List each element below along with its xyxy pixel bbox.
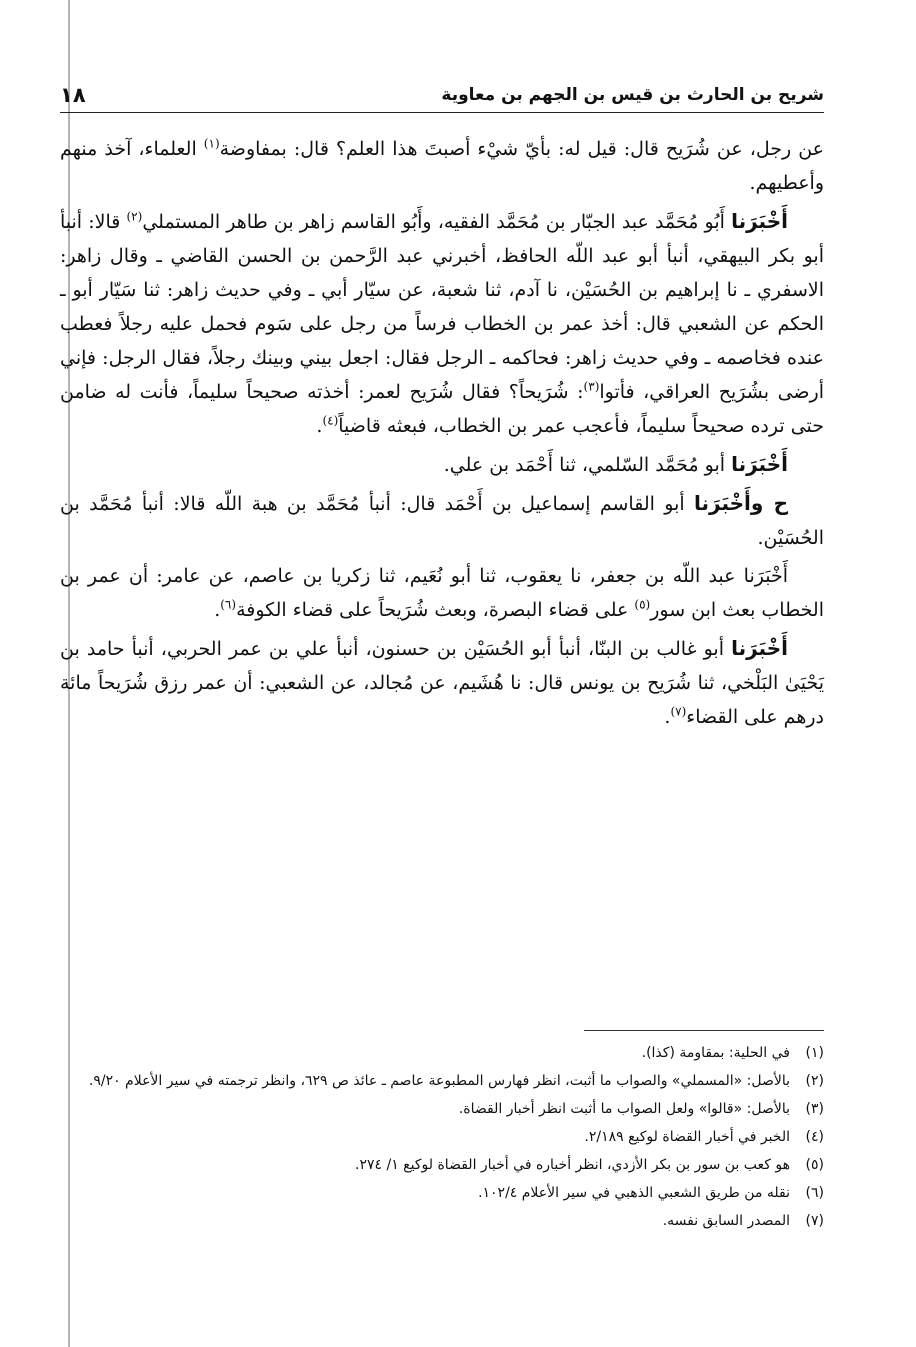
paragraph-text: .: [214, 599, 221, 621]
footnote-item: [60, 1180, 824, 1206]
footnote-number: (٤): [805, 1129, 824, 1145]
paragraph-text: قالا: أنبأ أبو بكر البيهقي، أنبأ أبو عبد اللّه الحافظ، أخبرني عبد الرَّحمن بن الحسن القاضي ـ وقال زاهر: الاسفري ـ نا إبراهيم بن الحُسَيْن، نا آدم، ثنا شعبة، عن سيّار أبي ـ وفي حديث زاهر: ثنا سَيّار أبو ـ الحكم عن الشعبي قال: أخذ عمر بن الخطاب فرساً من رجل على سَوم فحمل عليه رجلاً فعطب عنده فخاصمه ـ وفي حديث زاهر: فحاكمه ـ الرجل فقال: اجعل بيني وبينك رجلاً، فقال الرجل: فإني أرضى بشُرَيح العراقي، فأتوا: [60, 211, 824, 403]
footnote-ref-6[interactable]: (٦): [220, 597, 237, 612]
paragraph-6: [60, 631, 824, 734]
footnote-item: [60, 1152, 824, 1178]
footnote-ref-5[interactable]: (٥): [634, 597, 651, 612]
footnote-item: [60, 1124, 824, 1150]
header-title: شريح بن الحارث بن قيس بن الجهم بن معاوية: [441, 85, 824, 105]
paragraph-text: أبو مُحَمَّد السّلمي، ثنا أَحْمَد بن علي.: [443, 454, 732, 476]
footnote-item: [60, 1068, 824, 1094]
footnote-text: هو كعب بن سور بن بكر الأزدي، انظر أخباره في أخبار القضاة لوكيع ١/ ٢٧٤.: [355, 1157, 790, 1173]
footnote-text: نقله من طريق الشعبي الذهبي في سير الأعلام ١٠٢/٤.: [478, 1185, 790, 1201]
footnote-text: المصدر السابق نفسه.: [662, 1213, 790, 1229]
book-page: [60, 0, 824, 1347]
paragraph-5: [60, 559, 824, 627]
paragraph-text: أبو القاسم إسماعيل بن أَحْمَد قال: أنبأ مُحَمَّد بن هبة اللّه قالا: أنبأ مُحَمَّد بن الحُسَيْن.: [60, 493, 824, 549]
paragraph-text: أَبُو مُحَمَّد عبد الجبّار بن مُحَمَّد الفقيه، وأَبُو القاسم زاهر بن طاهر المستملي: [142, 211, 732, 233]
lead-word: أَخْبَرَنا: [731, 452, 788, 476]
paragraph-2: [60, 204, 824, 443]
paragraph-text: .: [316, 415, 323, 437]
footnote-ref-1[interactable]: (١): [203, 136, 220, 151]
footnote-ref-4[interactable]: (٤): [322, 413, 339, 428]
footnotes: [60, 1040, 824, 1236]
paragraph-1: [60, 132, 824, 200]
footnote-item: [60, 1208, 824, 1234]
running-header: [60, 78, 824, 113]
paragraph-text: .: [664, 706, 671, 728]
paragraph-text: أَخْبَرَنا عبد اللّه بن جعفر، نا يعقوب، ثنا أبو نُعَيم، ثنا زكريا بن عاصم، عن عامر: أن عمر بن الخطاب بعث ابن سور: [60, 565, 824, 621]
footnote-number: (١): [805, 1045, 824, 1061]
paragraph-text: أبو غالب بن البنّا، أنبأ أبو الحُسَيْن بن حسنون، أنبأ علي بن عمر الحربي، أنبأ حامد بن يَحْيَىٰ البَلْخي، ثنا شُرَيح بن يونس قال: نا هُشَيم، عن مُجالد، عن الشعبي: أن عمر رزق شُرَيحاً مائة درهم على القضاء: [60, 638, 824, 728]
footnote-item: [60, 1096, 824, 1122]
lead-word: أَخْبَرَنا: [731, 636, 788, 660]
footnote-ref-7[interactable]: (٧): [670, 704, 687, 719]
footnote-number: (٧): [805, 1213, 824, 1229]
footnote-text: بالأصل: «قالوا» ولعل الصواب ما أثبت انظر أخبار القضاة.: [458, 1101, 790, 1117]
lead-word: أَخْبَرَنا: [731, 209, 788, 233]
footnote-text: بالأصل: «المسملي» والصواب ما أثبت، انظر فهارس المطبوعة عاصم ـ عائذ ص ٦٢٩، وانظر ترجمته في سير الأعلام ٩/٢٠.: [88, 1073, 790, 1089]
footnote-text: في الحلية: بمقاومة (كذا).: [641, 1045, 790, 1061]
footnote-number: (٥): [805, 1157, 824, 1173]
paragraph-text: العلماء، آخذ منهم وأعطيهم.: [60, 138, 824, 194]
paragraph-text: : شُرَيحاً؟ فقال شُرَيح لعمر: أخذته صحيحاً سليماً، فأنت له ضامن حتى ترده صحيحاً سليماً، فأعجب عمر بن الخطاب، فبعثه قاضياً: [60, 381, 824, 437]
paragraph-4: [60, 486, 824, 555]
footnote-separator: [584, 1030, 824, 1031]
footnote-number: (٣): [805, 1101, 824, 1117]
page-number: ١٨: [60, 83, 86, 107]
footnote-number: (٢): [805, 1073, 824, 1089]
footnote-number: (٦): [805, 1185, 824, 1201]
paragraph-3: [60, 447, 824, 482]
paragraph-text: على قضاء البصرة، وبعث شُرَيحاً على قضاء الكوفة: [236, 599, 635, 621]
footnote-item: [60, 1040, 824, 1066]
lead-word: ح وأَخْبَرَنا: [693, 491, 788, 515]
footnote-text: الخبر في أخبار القضاة لوكيع ٢/١٨٩.: [584, 1129, 790, 1145]
main-text: [60, 132, 824, 738]
paragraph-text: عن رجل، عن شُرَيح قال: قيل له: بأيّ شيْء أصبتَ هذا العلم؟ قال: بمفاوضة: [219, 138, 824, 160]
footnote-ref-3[interactable]: (٣): [583, 379, 600, 394]
footnote-ref-2[interactable]: (٢): [126, 209, 143, 224]
